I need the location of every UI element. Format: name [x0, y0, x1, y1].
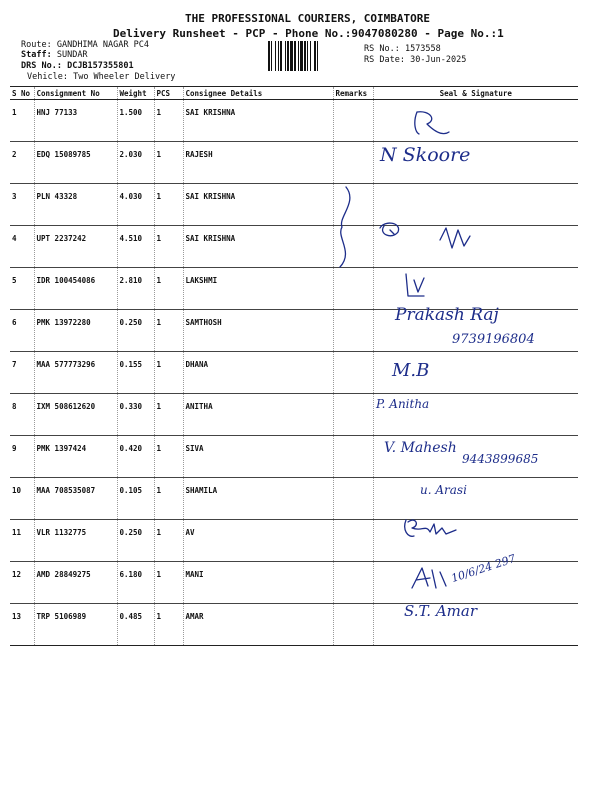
pcs-cell: 1 [154, 520, 183, 562]
signature-row7: M.B [392, 360, 430, 381]
pcs-cell: 1 [154, 352, 183, 394]
table-row [10, 226, 578, 268]
serial-number-cell: 9 [10, 436, 34, 478]
table-row [10, 604, 578, 646]
route-label: Route: [21, 40, 52, 50]
remarks-cell [333, 478, 373, 520]
weight-cell: 4.030 [117, 184, 154, 226]
signature-row9-phone: 9443899685 [462, 452, 539, 466]
serial-number-cell: 10 [10, 478, 34, 520]
remarks-cell [333, 310, 373, 352]
consignee-cell: MANI [183, 562, 333, 604]
staff-label: Staff: [21, 50, 52, 60]
signature-row12 [406, 562, 452, 592]
consignee-cell: AV [183, 520, 333, 562]
consignment-number-cell: PLN 43328 [34, 184, 117, 226]
serial-number-cell: 7 [10, 352, 34, 394]
consignee-cell: SAI KRISHNA [183, 184, 333, 226]
remarks-cell [333, 142, 373, 184]
pcs-cell: 1 [154, 436, 183, 478]
remarks-cell [333, 436, 373, 478]
serial-number-cell: 6 [10, 310, 34, 352]
consignee-cell: AMAR [183, 604, 333, 646]
consignee-cell: SIVA [183, 436, 333, 478]
table-row [10, 142, 578, 184]
serial-number-cell: 1 [10, 100, 34, 142]
company-title: THE PROFESSIONAL COURIERS, COIMBATORE [185, 12, 431, 25]
table-row [10, 100, 578, 142]
drs-value: DCJB157355801 [67, 61, 134, 71]
signature-row5 [398, 270, 438, 302]
remarks-cell [333, 604, 373, 646]
rs-no-value: 1573558 [404, 44, 441, 54]
table-row [10, 520, 578, 562]
remarks-cell [333, 562, 373, 604]
pcs-cell: 1 [154, 478, 183, 520]
weight-cell: 0.330 [117, 394, 154, 436]
signature-row13: S.T. Amar [404, 602, 478, 620]
table-row [10, 268, 578, 310]
staff-line [21, 50, 88, 60]
pcs-cell: 1 [154, 268, 183, 310]
weight-cell: 0.250 [117, 310, 154, 352]
signature-row1 [405, 102, 455, 140]
consignee-cell: SAI KRISHNA [183, 100, 333, 142]
serial-number-cell: 3 [10, 184, 34, 226]
drs-line [21, 61, 134, 71]
consignment-number-cell: EDQ 15089785 [34, 142, 117, 184]
column-header: PCS [154, 87, 183, 100]
weight-cell: 4.510 [117, 226, 154, 268]
consignee-cell: LAKSHMI [183, 268, 333, 310]
serial-number-cell: 5 [10, 268, 34, 310]
rs-date-label: RS Date: [364, 55, 405, 65]
signature-row4 [372, 212, 492, 260]
table-header-row [10, 87, 578, 100]
column-header: Consignment No [34, 87, 117, 100]
weight-cell: 0.420 [117, 436, 154, 478]
consignee-cell: DHANA [183, 352, 333, 394]
serial-number-cell: 8 [10, 394, 34, 436]
remarks-cell [333, 520, 373, 562]
barcode-image [268, 41, 354, 71]
table-row [10, 352, 578, 394]
signature-row6-phone: 9739196804 [452, 332, 535, 347]
signature-row10: u. Arasi [420, 483, 467, 497]
pcs-cell: 1 [154, 562, 183, 604]
remarks-cell [333, 268, 373, 310]
weight-cell: 0.250 [117, 520, 154, 562]
route-value: GANDHIMA NAGAR PC4 [56, 40, 149, 50]
signature-row9-name: V. Mahesh [384, 440, 457, 456]
pcs-cell: 1 [154, 604, 183, 646]
consignment-number-cell: MAA 577773296 [34, 352, 117, 394]
remarks-cell [333, 100, 373, 142]
weight-cell: 2.030 [117, 142, 154, 184]
weight-cell: 6.180 [117, 562, 154, 604]
consignee-cell: ANITHA [183, 394, 333, 436]
column-header: S No [10, 87, 34, 100]
serial-number-cell: 12 [10, 562, 34, 604]
column-header: Remarks [333, 87, 373, 100]
weight-cell: 0.105 [117, 478, 154, 520]
remarks-cell [333, 352, 373, 394]
weight-cell: 0.485 [117, 604, 154, 646]
bracket-mark [328, 182, 368, 272]
consignment-number-cell: TRP 5106989 [34, 604, 117, 646]
rs-no-label: RS No.: [364, 44, 400, 54]
serial-number-cell: 13 [10, 604, 34, 646]
pcs-cell: 1 [154, 184, 183, 226]
weight-cell: 1.500 [117, 100, 154, 142]
signature-row6-name: Prakash Raj [395, 305, 499, 325]
consignment-number-cell: IDR 100454086 [34, 268, 117, 310]
rs-no-line [364, 44, 441, 54]
rs-date-line [364, 55, 466, 65]
pcs-cell: 1 [154, 394, 183, 436]
drs-label: DRS No.: [21, 61, 62, 71]
table-row [10, 478, 578, 520]
vehicle-label: Vehicle: [27, 72, 68, 82]
pcs-cell: 1 [154, 226, 183, 268]
pcs-cell: 1 [154, 310, 183, 352]
rs-date-value: 30-Jun-2025 [410, 55, 467, 65]
serial-number-cell: 11 [10, 520, 34, 562]
weight-cell: 2.810 [117, 268, 154, 310]
signature-row2: N Skoore [380, 144, 471, 166]
column-header: Seal & Signature [373, 87, 578, 100]
consignment-number-cell: PMK 1397424 [34, 436, 117, 478]
consignment-number-cell: UPT 2237242 [34, 226, 117, 268]
serial-number-cell: 4 [10, 226, 34, 268]
vehicle-line [27, 72, 175, 82]
serial-number-cell: 2 [10, 142, 34, 184]
pcs-cell: 1 [154, 100, 183, 142]
column-header: Weight [117, 87, 154, 100]
consignment-number-cell: HNJ 77133 [34, 100, 117, 142]
table-row [10, 394, 578, 436]
consignment-number-cell: PMK 13972280 [34, 310, 117, 352]
consignee-cell: SAI KRISHNA [183, 226, 333, 268]
signature-row8: P. Anitha [376, 397, 430, 411]
consignee-cell: RAJESH [183, 142, 333, 184]
signature-row11 [400, 512, 480, 546]
staff-value: SUNDAR [56, 50, 88, 60]
table-row [10, 184, 578, 226]
consignment-number-cell: AMD 28849275 [34, 562, 117, 604]
runsheet-subtitle: Delivery Runsheet - PCP - Phone No.:9047080280 - Page No.:1 [113, 27, 504, 40]
remarks-cell [333, 394, 373, 436]
consignee-cell: SHAMILA [183, 478, 333, 520]
consignee-cell: SAMTHOSH [183, 310, 333, 352]
vehicle-value: Two Wheeler Delivery [73, 72, 176, 82]
consignment-number-cell: VLR 1132775 [34, 520, 117, 562]
consignment-number-cell: MAA 708535087 [34, 478, 117, 520]
consignment-number-cell: IXM 508612620 [34, 394, 117, 436]
seal-signature-cell [373, 100, 578, 142]
column-header: Consignee Details [183, 87, 333, 100]
pcs-cell: 1 [154, 142, 183, 184]
signature-row12-note: 10/6/24 297 [449, 551, 518, 586]
weight-cell: 0.155 [117, 352, 154, 394]
route-line [21, 40, 149, 50]
